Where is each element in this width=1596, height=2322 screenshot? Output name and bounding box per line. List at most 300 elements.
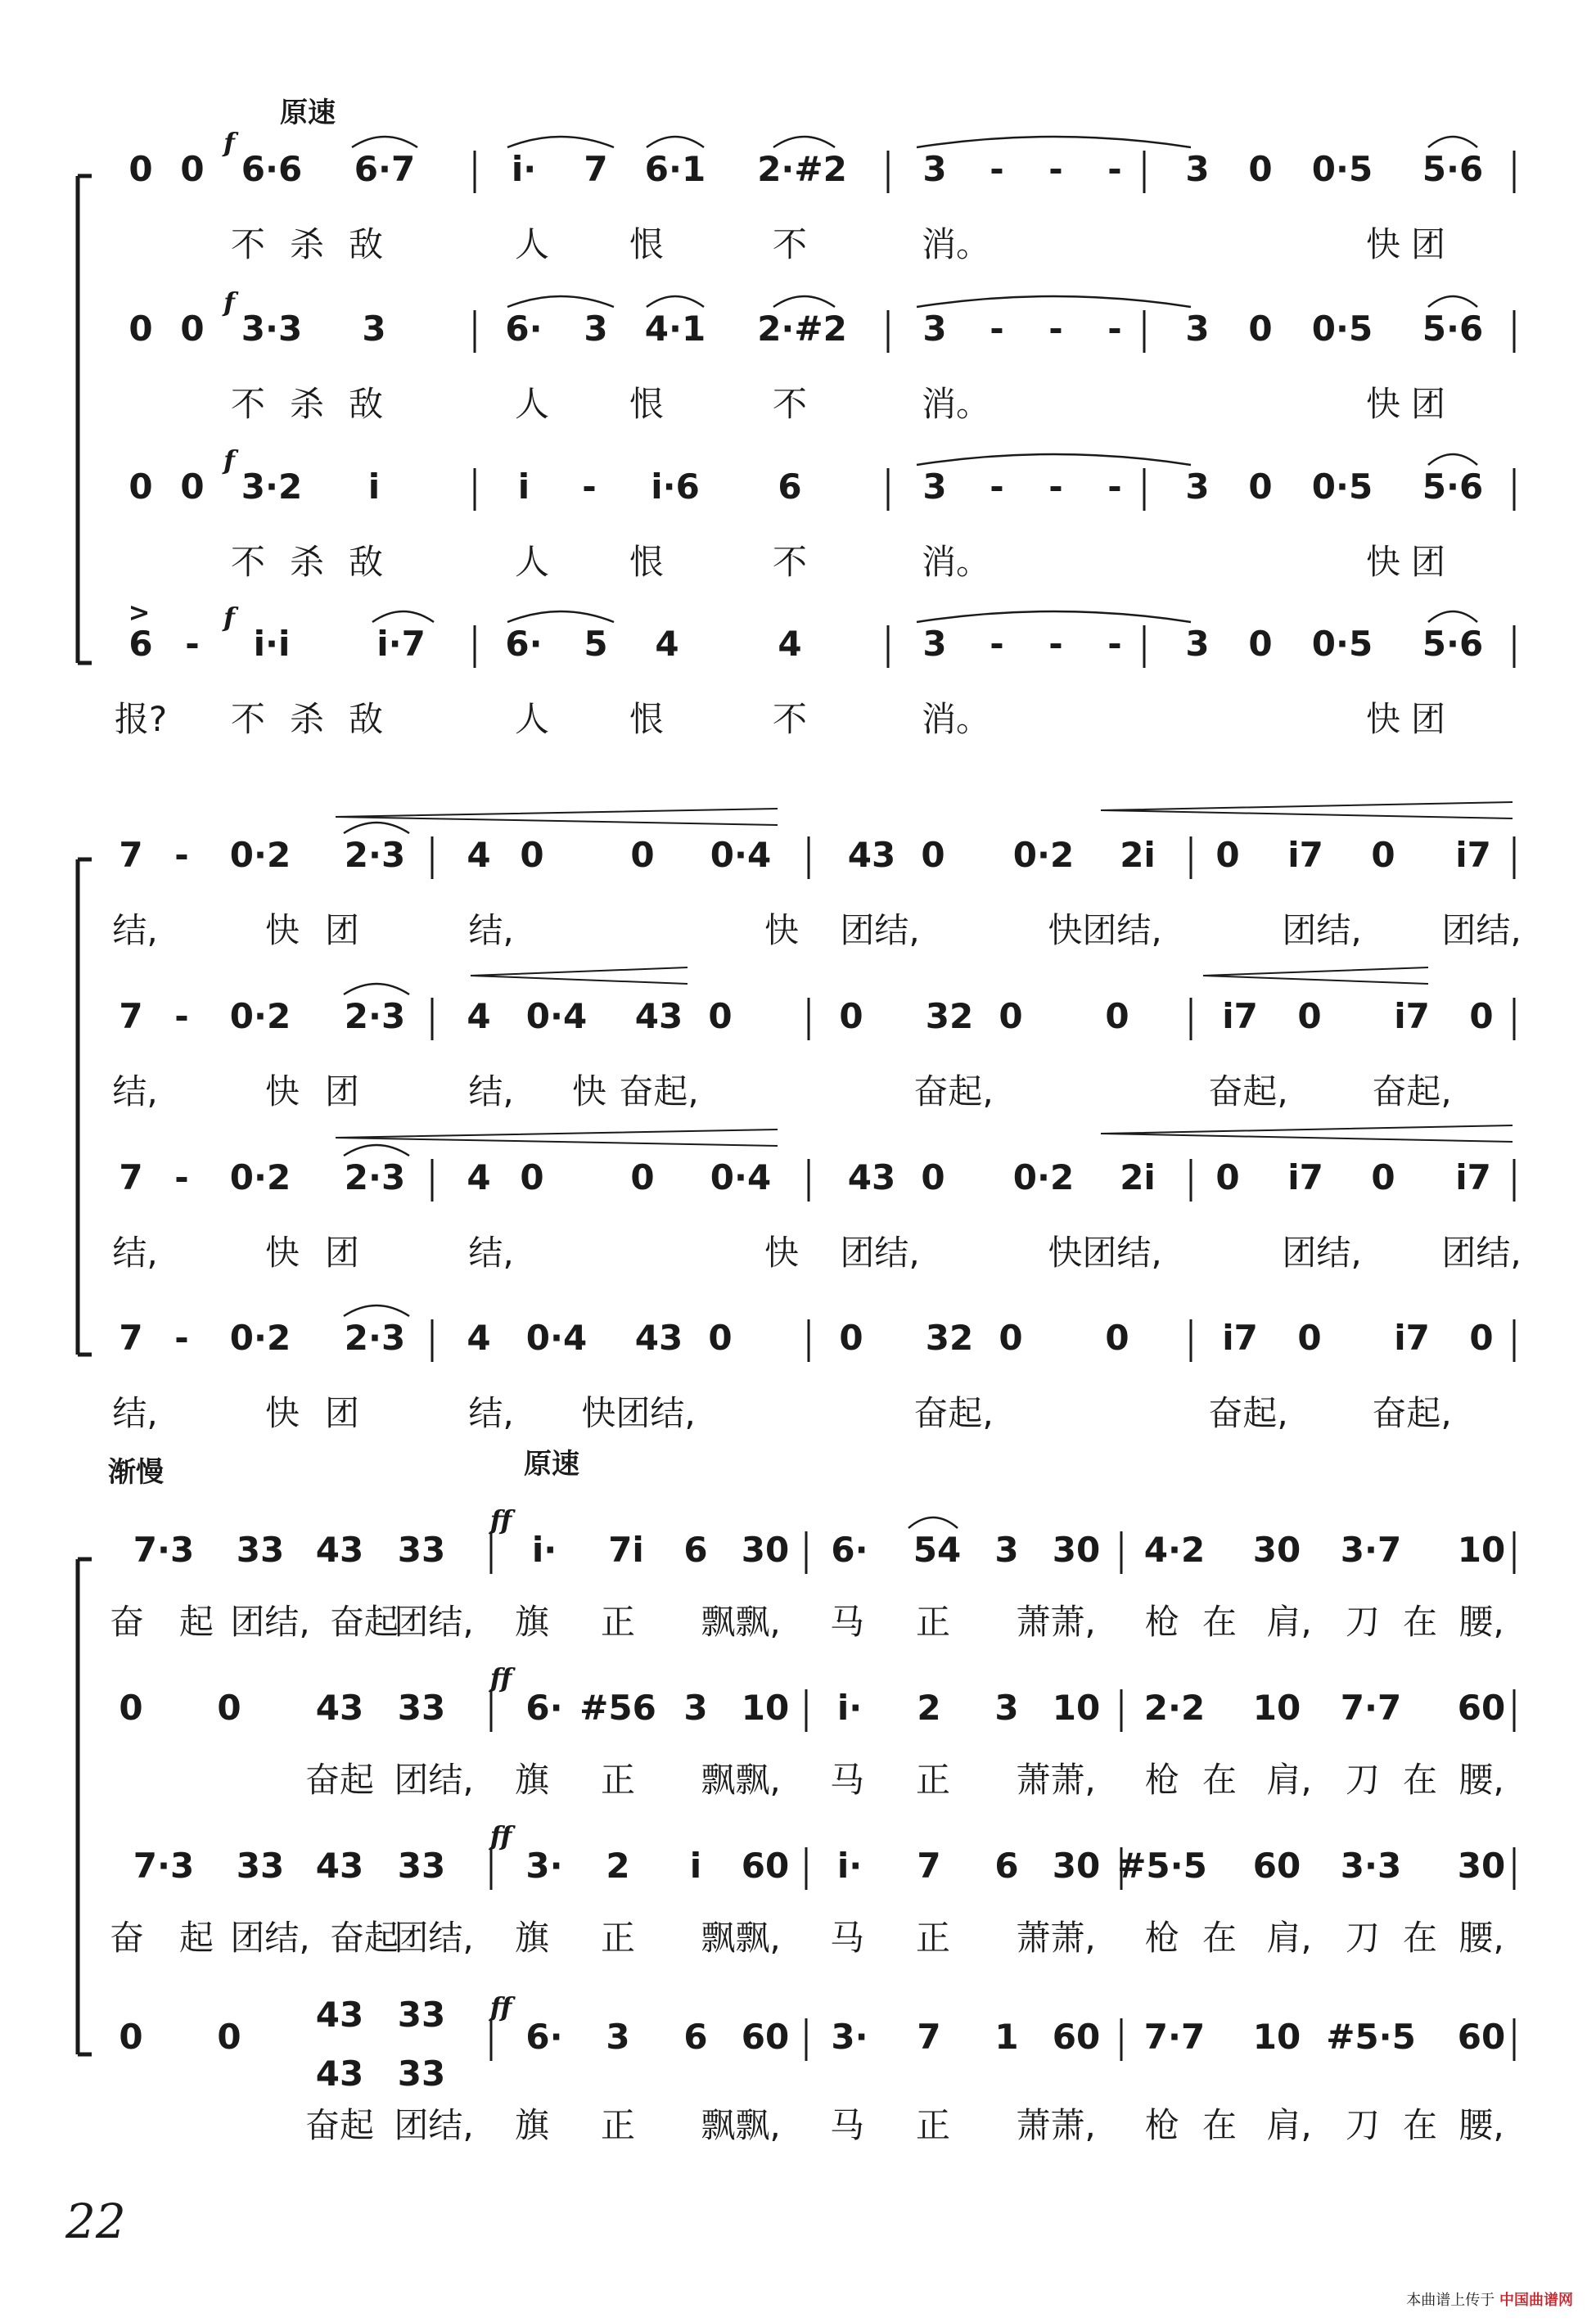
lyric-syllable: 飘飘, <box>701 2105 781 2145</box>
note: 3·7 <box>1340 1530 1402 1570</box>
lyric-syllable: 消。 <box>921 224 991 264</box>
lyric-syllable: 结, <box>468 1393 514 1433</box>
note: 5·6 <box>1422 149 1484 189</box>
note: 0 <box>128 309 153 349</box>
note: 6· <box>505 624 543 664</box>
lyric-syllable: 快 <box>264 910 300 950</box>
note: 60 <box>741 2017 790 2057</box>
lyric-syllable: 消。 <box>921 542 991 582</box>
note: i7 <box>1394 1318 1430 1358</box>
note: 3 <box>1185 309 1210 349</box>
note: 6 <box>683 2017 708 2057</box>
lyric-syllable: 团结, <box>1441 910 1522 950</box>
note: 4 <box>467 835 491 875</box>
lyric-syllable: 不 <box>772 384 808 424</box>
note: 60 <box>1457 2017 1506 2057</box>
note: 3 <box>922 309 947 349</box>
note: - <box>1107 624 1122 664</box>
slur <box>1428 137 1477 147</box>
slur <box>344 1145 409 1156</box>
note: 6· <box>525 1688 563 1728</box>
note: 3 <box>922 467 947 507</box>
dynamic-mark: f <box>223 444 235 476</box>
lyric-syllable: 萧萧, <box>1016 1918 1096 1958</box>
tempo-mark: 原速 <box>280 97 336 129</box>
lyric-syllable: 快 <box>1365 542 1401 582</box>
note: 2·3 <box>344 1157 406 1197</box>
note: 6 <box>994 1846 1019 1886</box>
lyric-syllable: 旗 <box>514 1760 550 1800</box>
note: 0 <box>1248 467 1273 507</box>
note: - <box>174 1157 189 1197</box>
note: 0·5 <box>1311 149 1373 189</box>
lyric-syllable: 肩, <box>1266 2105 1312 2145</box>
note: 6·6 <box>241 149 303 189</box>
note: - <box>174 996 189 1036</box>
note: 0 <box>1248 149 1273 189</box>
slur <box>647 296 704 307</box>
lyric-syllable: 刀 <box>1345 1602 1381 1642</box>
lyric-syllable: 恨 <box>629 224 665 264</box>
note: i <box>367 467 381 507</box>
lyric-syllable: 不 <box>772 224 808 264</box>
lyric-syllable: 在 <box>1402 1602 1438 1642</box>
lyric-syllable: 不 <box>230 384 266 424</box>
note: i·7 <box>376 624 426 664</box>
note: 0 <box>1469 996 1494 1036</box>
lyric-syllable: 奋起, <box>1208 1071 1288 1111</box>
dynamic-mark: ff <box>489 1662 512 1693</box>
lyric-syllable: 起 <box>178 1602 214 1642</box>
note: - <box>990 467 1004 507</box>
lyric-syllable: 不 <box>772 542 808 582</box>
lyric-syllable: 枪 <box>1144 2105 1180 2145</box>
slur <box>917 454 1191 465</box>
note: 3 <box>362 309 386 349</box>
note: 0·5 <box>1311 309 1373 349</box>
lyric-syllable: 结, <box>468 1071 514 1111</box>
note: 3·2 <box>241 467 303 507</box>
note: 0·4 <box>710 835 772 875</box>
note: 0 <box>708 1318 733 1358</box>
note: 7·7 <box>1143 2017 1206 2057</box>
note: 30 <box>1457 1846 1506 1886</box>
note: 0 <box>839 996 863 1036</box>
note: 43 <box>847 835 896 875</box>
lyric-syllable: 团 <box>324 1233 360 1273</box>
note: 0 <box>999 1318 1023 1358</box>
note: i7 <box>1394 996 1430 1036</box>
note: 5 <box>584 624 608 664</box>
note: 0·2 <box>229 996 291 1036</box>
note: - <box>1048 624 1063 664</box>
lyric-syllable: 快 <box>764 1233 800 1273</box>
note: 2·3 <box>344 835 406 875</box>
dynamic-mark: > <box>128 597 151 628</box>
note: 0·5 <box>1311 624 1373 664</box>
note: 6 <box>128 624 153 664</box>
note: 0·2 <box>229 1157 291 1197</box>
lyric-syllable: 恨 <box>629 699 665 739</box>
lyric-syllable: 刀 <box>1345 1918 1381 1958</box>
slur <box>917 137 1191 147</box>
note: 0 <box>1297 996 1322 1036</box>
lyric-syllable: 杀 <box>289 384 325 424</box>
page-number: 22 <box>65 2194 126 2249</box>
note: 10 <box>741 1688 790 1728</box>
lyric-syllable: 奋起 <box>304 1760 375 1800</box>
lyric-syllable: 人 <box>514 384 550 424</box>
note: 43 <box>315 1688 364 1728</box>
note: 0·5 <box>1311 467 1373 507</box>
slur <box>773 296 835 307</box>
note: 30 <box>1052 1846 1101 1886</box>
lyric-syllable: 消。 <box>921 699 991 739</box>
slur <box>1428 454 1477 465</box>
dynamic-mark: ff <box>489 1991 512 2022</box>
lyric-syllable: 敌 <box>348 542 384 582</box>
note: i7 <box>1287 835 1323 875</box>
lyric-syllable: 团结, <box>840 1233 920 1273</box>
dynamic-mark: f <box>223 602 235 633</box>
lyric-syllable: 在 <box>1402 1760 1438 1800</box>
dynamic-mark: ff <box>489 1504 512 1535</box>
lyric-syllable: 马 <box>829 2105 865 2145</box>
note: 0 <box>180 309 205 349</box>
dynamic-mark: f <box>223 127 235 158</box>
lyric-syllable: 飘飘, <box>701 1602 781 1642</box>
lyric-syllable: 团结, <box>394 2105 474 2145</box>
note: 3 <box>994 1530 1019 1570</box>
lyric-syllable: 快 <box>1365 224 1401 264</box>
lyric-syllable: 在 <box>1202 1918 1238 1958</box>
note: - <box>1107 149 1122 189</box>
note: 4·2 <box>1143 1530 1206 1570</box>
note: - <box>990 624 1004 664</box>
note: 33 <box>397 1688 446 1728</box>
lyric-syllable: 奋起, <box>913 1071 994 1111</box>
lyric-syllable: 团结, <box>230 1602 310 1642</box>
note: 0 <box>839 1318 863 1358</box>
note: 7·3 <box>133 1846 195 1886</box>
note: 0 <box>1248 624 1273 664</box>
note: 0·2 <box>1012 1157 1075 1197</box>
lyric-syllable: 正 <box>600 2105 636 2145</box>
note: 4 <box>467 1318 491 1358</box>
lyric-syllable: 团结, <box>1441 1233 1522 1273</box>
lyric-syllable: 杀 <box>289 542 325 582</box>
note: 30 <box>1052 1530 1101 1570</box>
lyric-syllable: 不 <box>772 699 808 739</box>
lyric-syllable: 消。 <box>921 384 991 424</box>
note: 4 <box>778 624 802 664</box>
lyric-syllable: 结, <box>112 1233 158 1273</box>
note: 3·3 <box>1340 1846 1402 1886</box>
note: 2i <box>1120 835 1156 875</box>
lyric-syllable: 旗 <box>514 1602 550 1642</box>
note: 43 <box>315 2054 364 2094</box>
note: i· <box>531 1530 557 1570</box>
note: - <box>1107 467 1122 507</box>
note: 7 <box>119 1318 143 1358</box>
lyric-syllable: 团结, <box>1282 910 1362 950</box>
lyric-syllable: 萧萧, <box>1016 2105 1096 2145</box>
lyric-syllable: 团结, <box>394 1602 474 1642</box>
note: 43 <box>315 1846 364 1886</box>
note: 5·6 <box>1422 309 1484 349</box>
hairpin <box>1101 1125 1513 1142</box>
note: #5·5 <box>1326 2017 1416 2057</box>
lyric-syllable: 肩, <box>1266 1760 1312 1800</box>
lyric-syllable: 腰, <box>1458 1918 1504 1958</box>
note: 10 <box>1252 1688 1301 1728</box>
note: 2i <box>1120 1157 1156 1197</box>
note: 1 <box>994 2017 1019 2057</box>
lyric-syllable: 杀 <box>289 699 325 739</box>
slur <box>1428 296 1477 307</box>
note: 0 <box>1371 1157 1395 1197</box>
note: 6·1 <box>644 149 706 189</box>
lyric-syllable: 在 <box>1202 1602 1238 1642</box>
note: 43 <box>847 1157 896 1197</box>
lyric-syllable: 在 <box>1402 2105 1438 2145</box>
lyric-syllable: 结, <box>112 1071 158 1111</box>
note: 4 <box>467 996 491 1036</box>
note: 7 <box>119 1157 143 1197</box>
note: 32 <box>925 996 974 1036</box>
hairpin <box>336 809 778 825</box>
note: 0 <box>630 1157 655 1197</box>
lyric-syllable: 在 <box>1402 1918 1438 1958</box>
note: i7 <box>1222 1318 1258 1358</box>
note: 3 <box>994 1688 1019 1728</box>
lyric-syllable: 结, <box>468 1233 514 1273</box>
note: 2·2 <box>1143 1688 1206 1728</box>
lyric-syllable: 人 <box>514 699 550 739</box>
hairpin <box>1203 967 1428 984</box>
lyric-syllable: 马 <box>829 1760 865 1800</box>
note: 5·6 <box>1422 624 1484 664</box>
slur <box>917 296 1191 307</box>
note: 0 <box>1371 835 1395 875</box>
note: 33 <box>236 1530 285 1570</box>
note: 0 <box>180 467 205 507</box>
note: i7 <box>1455 1157 1491 1197</box>
note: 10 <box>1052 1688 1101 1728</box>
note: i·i <box>253 624 291 664</box>
note: 3 <box>1185 467 1210 507</box>
note: 60 <box>1457 1688 1506 1728</box>
note: 32 <box>925 1318 974 1358</box>
slur <box>917 611 1191 622</box>
note: 3·3 <box>241 309 303 349</box>
note: 2·#2 <box>757 149 847 189</box>
note: - <box>185 624 200 664</box>
note: 2·3 <box>344 1318 406 1358</box>
note: 0·2 <box>1012 835 1075 875</box>
note: 60 <box>1252 1846 1301 1886</box>
note: 0·4 <box>710 1157 772 1197</box>
tempo-mark: 渐慢 <box>108 1456 164 1489</box>
note: 0 <box>128 467 153 507</box>
lyric-syllable: 快 <box>1365 384 1401 424</box>
note: 43 <box>634 1318 683 1358</box>
slur <box>352 137 417 147</box>
note: 0 <box>1469 1318 1494 1358</box>
lyric-syllable: 刀 <box>1345 2105 1381 2145</box>
note: 0·2 <box>229 835 291 875</box>
slur <box>507 611 614 622</box>
lyric-syllable: 快 <box>764 910 800 950</box>
note: 7 <box>917 2017 941 2057</box>
lyric-syllable: 团 <box>1410 542 1446 582</box>
note: 0 <box>708 996 733 1036</box>
note: - <box>1048 149 1063 189</box>
note: 0 <box>1105 996 1129 1036</box>
note: - <box>174 835 189 875</box>
note: 0 <box>1215 1157 1240 1197</box>
lyric-syllable: 团 <box>1410 384 1446 424</box>
lyric-syllable: 人 <box>514 542 550 582</box>
lyric-syllable: 肩, <box>1266 1918 1312 1958</box>
lyric-syllable: 团 <box>1410 699 1446 739</box>
note: 7·3 <box>133 1530 195 1570</box>
note: - <box>1107 309 1122 349</box>
lyric-syllable: 奋起, <box>1208 1393 1288 1433</box>
lyric-syllable: 马 <box>829 1918 865 1958</box>
note: 0·4 <box>525 996 588 1036</box>
lyric-syllable: 团 <box>324 1071 360 1111</box>
slur <box>344 1305 409 1316</box>
lyric-syllable: 杀 <box>289 224 325 264</box>
lyric-syllable: 敌 <box>348 384 384 424</box>
note: - <box>174 1318 189 1358</box>
note: i7 <box>1287 1157 1323 1197</box>
lyric-syllable: 不 <box>230 542 266 582</box>
lyric-syllable: 快 <box>264 1071 300 1111</box>
note: - <box>1048 309 1063 349</box>
note: i7 <box>1455 835 1491 875</box>
hairpin <box>336 1129 778 1146</box>
lyric-syllable: 奋 <box>109 1602 145 1642</box>
note: i· <box>836 1846 863 1886</box>
note: #56 <box>579 1688 656 1728</box>
note: 2·3 <box>344 996 406 1036</box>
lyric-syllable: 正 <box>915 1918 951 1958</box>
note: 0 <box>1248 309 1273 349</box>
dynamic-mark: ff <box>489 1820 512 1851</box>
lyric-syllable: 敌 <box>348 699 384 739</box>
hairpin <box>1101 802 1513 818</box>
lyric-syllable: 正 <box>915 2105 951 2145</box>
tempo-mark: 原速 <box>524 1448 579 1481</box>
lyric-syllable: 不 <box>230 699 266 739</box>
note: - <box>582 467 597 507</box>
lyric-syllable: 枪 <box>1144 1602 1180 1642</box>
note: 6· <box>525 2017 563 2057</box>
lyric-syllable: 快团结, <box>1048 1233 1162 1273</box>
note: 7 <box>119 996 143 1036</box>
lyric-syllable: 腰, <box>1458 1602 1504 1642</box>
lyric-syllable: 肩, <box>1266 1602 1312 1642</box>
lyric-syllable: 正 <box>600 1602 636 1642</box>
slur <box>908 1517 958 1528</box>
note: 3 <box>606 2017 630 2057</box>
note: 6 <box>683 1530 708 1570</box>
note: 0 <box>1105 1318 1129 1358</box>
lyric-syllable: 奋 <box>109 1918 145 1958</box>
note: 4 <box>467 1157 491 1197</box>
lyric-syllable: 奋起 <box>304 2105 375 2145</box>
note: 7i <box>608 1530 644 1570</box>
note: 33 <box>397 2054 446 2094</box>
lyric-syllable: 旗 <box>514 2105 550 2145</box>
note: 0 <box>630 835 655 875</box>
note: 33 <box>397 1846 446 1886</box>
lyric-syllable: 枪 <box>1144 1760 1180 1800</box>
hairpin <box>471 967 688 984</box>
note: 10 <box>1457 1530 1506 1570</box>
lyric-syllable: 快 <box>1365 699 1401 739</box>
lyric-syllable: 在 <box>1202 2105 1238 2145</box>
note: i <box>517 467 530 507</box>
note: 3 <box>1185 149 1210 189</box>
note: 2 <box>917 1688 941 1728</box>
note: 33 <box>397 1995 446 2035</box>
note: 0 <box>217 2017 241 2057</box>
lyric-syllable: 腰, <box>1458 1760 1504 1800</box>
lyric-syllable: 枪 <box>1144 1918 1180 1958</box>
note: i· <box>511 149 537 189</box>
note: 0 <box>119 2017 143 2057</box>
note: 7 <box>119 835 143 875</box>
note: 7 <box>917 1846 941 1886</box>
note: i· <box>836 1688 863 1728</box>
note: i <box>689 1846 702 1886</box>
lyric-syllable: 恨 <box>629 384 665 424</box>
lyric-syllable: 奋起, <box>913 1393 994 1433</box>
lyric-syllable: 刀 <box>1345 1760 1381 1800</box>
note: - <box>1048 467 1063 507</box>
note: 0 <box>520 1157 544 1197</box>
note: #5·5 <box>1117 1846 1207 1886</box>
lyric-syllable: 萧萧, <box>1016 1760 1096 1800</box>
lyric-syllable: 奋起, <box>619 1071 699 1111</box>
note: 0 <box>180 149 205 189</box>
lyric-syllable: 团 <box>1410 224 1446 264</box>
lyric-syllable: 快 <box>571 1071 607 1111</box>
lyric-syllable: 奋起 <box>329 1602 399 1642</box>
note: 43 <box>634 996 683 1036</box>
lyric-syllable: 团 <box>324 1393 360 1433</box>
lyric-syllable: 萧萧, <box>1016 1602 1096 1642</box>
note: 0 <box>119 1688 143 1728</box>
lyric-syllable: 结, <box>468 910 514 950</box>
footer-source: 本曲谱上传于 中国曲谱网 <box>1406 2292 1573 2309</box>
lyric-syllable: 起 <box>178 1918 214 1958</box>
lyric-syllable: 正 <box>915 1602 951 1642</box>
note: 0 <box>217 1688 241 1728</box>
lyric-syllable: 恨 <box>629 542 665 582</box>
note: i7 <box>1222 996 1258 1036</box>
slur <box>372 611 434 622</box>
note: 6·7 <box>354 149 416 189</box>
slur <box>507 137 614 147</box>
note: 4 <box>655 624 679 664</box>
dynamic-mark: f <box>223 286 235 318</box>
lyric-syllable: 团结, <box>230 1918 310 1958</box>
note: 3· <box>831 2017 868 2057</box>
